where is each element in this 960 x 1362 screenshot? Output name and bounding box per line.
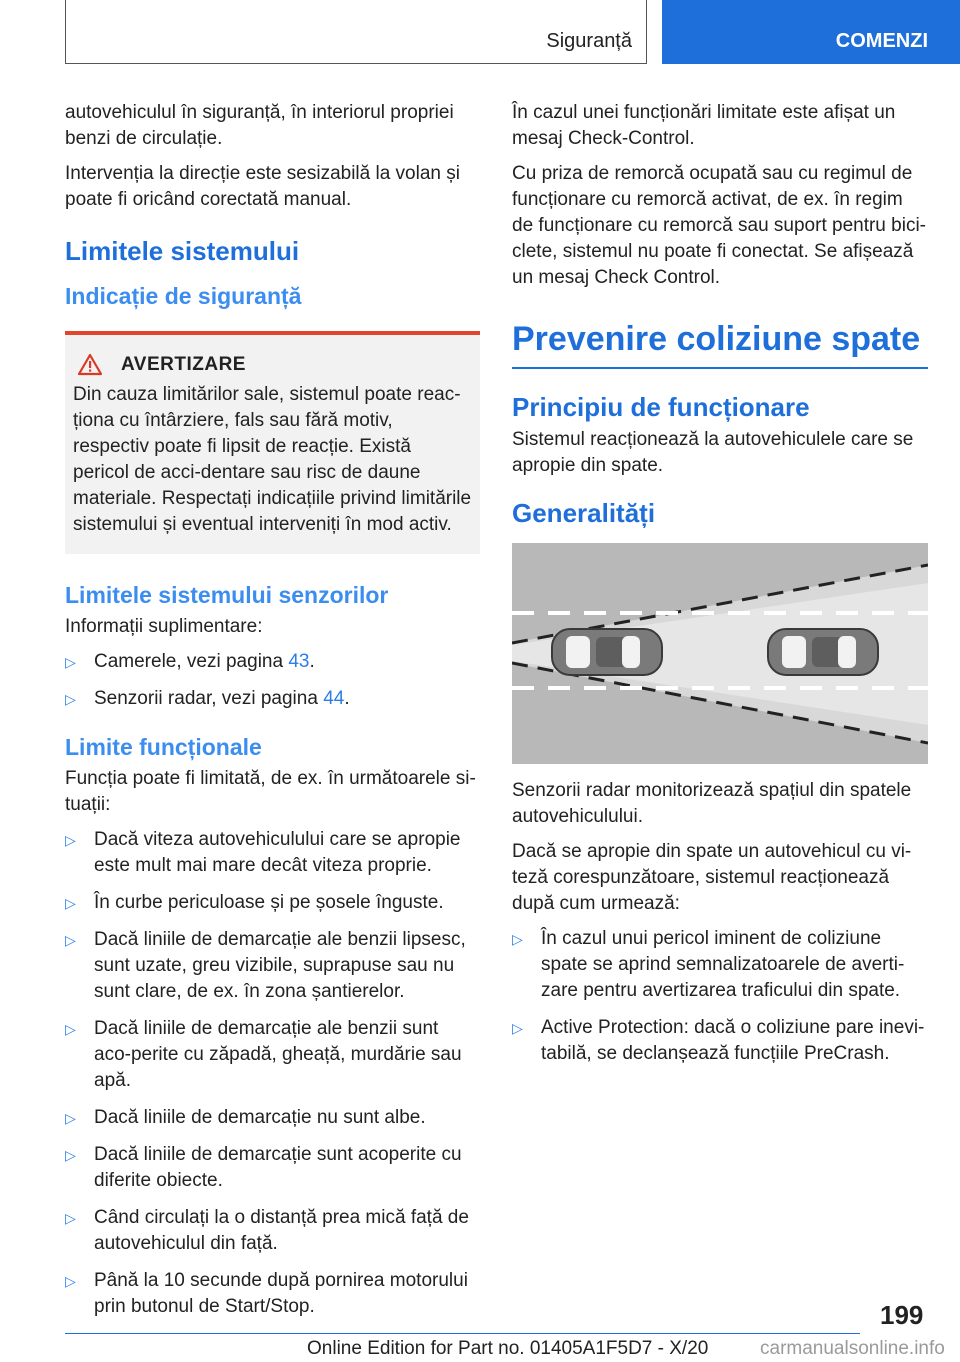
functional-list [65, 827, 480, 1320]
warning-box [65, 331, 480, 554]
paragraph: În cazul unei funcționări limitate este afișat un mesaj Check-Control. [512, 102, 896, 149]
page-number: 199 [880, 1300, 924, 1330]
bullet-triangle-icon: ▷ [512, 931, 523, 947]
list-item: ▷ În cazul unui pericol iminent de coliziune spate se aprind semnalizatoarele de averti-zare pentru avertizarea traficului din spate. [512, 928, 905, 1001]
heading-sensor-limits: Limitele sistemului senzorilor [65, 582, 389, 608]
list-item: ▷ Dacă liniile de demarcație ale benzii sunt aco-perite cu zăpadă, gheață, murdărie sau apă. [65, 1018, 462, 1091]
car-front-icon [768, 629, 878, 675]
heading-system-limits: Limitele sistemului [65, 236, 300, 266]
heading-functional-limits: Limite funcționale [65, 734, 262, 760]
bullet-triangle-icon: ▷ [65, 832, 76, 848]
bullet-triangle-icon: ▷ [65, 895, 76, 911]
heading-safety-note: Indicație de siguranță [65, 283, 302, 309]
list-item: ▷ În curbe periculoase și pe șosele înguste. [65, 890, 480, 916]
heading-principle: Principiu de funcționare [512, 392, 810, 422]
car-rear-icon [552, 629, 662, 675]
paragraph: Cu priza de remorcă ocupată sau cu regimul de funcționare cu remorcă activat, de ex. în regim de funcționare cu remorcă sau suport pentru bici-clete, sistemul nu poate fi conectat. Se afișează un mesaj Check Control. [512, 163, 926, 288]
warning-title: AVERTIZARE [121, 353, 246, 375]
reaction-list [512, 926, 928, 1067]
header-chapter-label: COMENZI [835, 30, 928, 52]
bullet-triangle-icon: ▷ [65, 1147, 76, 1163]
list-item: ▷ Când circulați la o distanță prea mică față de autovehiculul din față. [65, 1207, 469, 1254]
bullet-triangle-icon: ▷ [65, 1273, 76, 1289]
list-item: ▷ Dacă liniile de demarcație ale benzii lipsesc, sunt uzate, greu vizibile, suprapuse sau nu sunt clare, de ex. în zona șantierelor. [65, 929, 466, 1002]
list-item: ▷ Senzorii radar, vezi pagina 44. [65, 686, 480, 712]
header-section-tab [65, 0, 647, 64]
list-item: ▷ Camerele, vezi pagina 43. [65, 649, 480, 675]
bullet-triangle-icon: ▷ [512, 1020, 523, 1036]
paragraph: Senzorii radar monitorizează spațiul din spatele autovehiculului. [512, 780, 912, 827]
right-column [512, 100, 928, 1078]
sensor-list [65, 649, 480, 712]
warning-triangle-icon [77, 353, 103, 376]
list-item: ▷ Dacă liniile de demarcație nu sunt albe. [65, 1105, 480, 1131]
header-chapter-tab[interactable] [662, 0, 960, 64]
paragraph: autovehiculul în siguranță, în interiorul propriei benzi de circulație. [65, 102, 454, 149]
footer-edition: Online Edition for Part no. 01405A1F5D7 - X/20 [307, 1338, 709, 1359]
paragraph: Sistemul reacționează la autovehiculele care se apropie din spate. [512, 429, 914, 476]
paragraph: Funcția poate fi limitată, de ex. în următoarele si-tuații: [65, 768, 476, 815]
left-column [65, 100, 480, 1331]
page-link-43[interactable]: 43 [288, 651, 310, 672]
bullet-triangle-icon: ▷ [65, 1210, 76, 1226]
list-item: ▷ Până la 10 secunde după pornirea motorului prin butonul de Start/Stop. [65, 1270, 468, 1317]
paragraph: Informații suplimentare: [65, 616, 263, 637]
heading-rear-collision-prevention: Prevenire coliziune spate [512, 319, 928, 369]
bullet-triangle-icon: ▷ [65, 691, 76, 707]
list-item: ▷ Dacă liniile de demarcație sunt acoperite cu diferite obiecte. [65, 1144, 462, 1191]
bullet-triangle-icon: ▷ [65, 932, 76, 948]
paragraph: Intervenția la direcție este sesizabilă la volan și poate fi oricând corectată manual. [65, 163, 460, 210]
paragraph: Dacă se apropie din spate un autovehicul cu vi-teză corespunzătoare, sistemul reacționează după cum urmează: [512, 841, 912, 914]
footer-divider [65, 1333, 860, 1334]
list-item: ▷ Dacă viteza autovehiculului care se apropie este mult mai mare decât viteza proprie. [65, 829, 461, 876]
header-section-label: Siguranță [546, 30, 632, 52]
heading-general: Generalități [512, 498, 656, 528]
bullet-triangle-icon: ▷ [65, 1110, 76, 1126]
rear-radar-illustration [512, 543, 928, 764]
list-item: ▷ Active Protection: dacă o coliziune pare inevi-tabilă, se declanșează funcțiile PreCrash. [512, 1017, 925, 1064]
bullet-triangle-icon: ▷ [65, 654, 76, 670]
page-link-44[interactable]: 44 [323, 688, 345, 709]
bullet-triangle-icon: ▷ [65, 1021, 76, 1037]
warning-text: Din cauza limitărilor sale, sistemul poate reac-ționa cu întârziere, fals sau fără motiv, respectiv poate fi lipsit de reacție. Există pericol de acci-dentare sau risc de daune materiale. Respectați indicațiile privind limitările sistemului și eventual interveniți în mod activ. [73, 384, 472, 535]
footer-watermark: carmanualsonline.info [760, 1338, 945, 1359]
